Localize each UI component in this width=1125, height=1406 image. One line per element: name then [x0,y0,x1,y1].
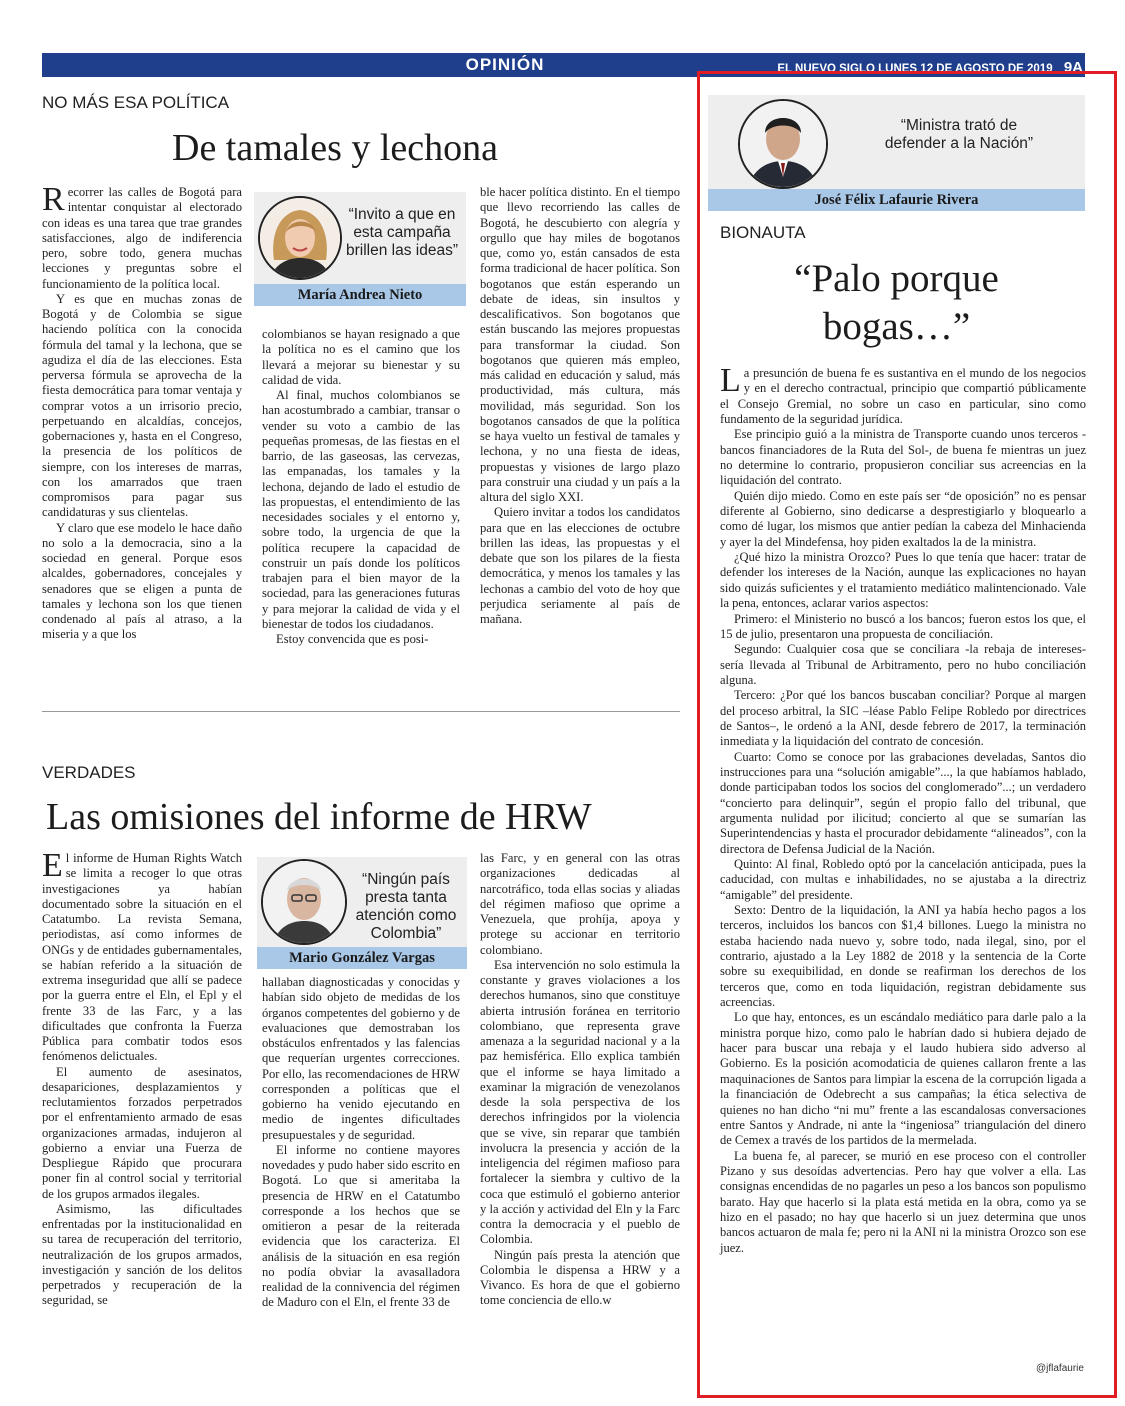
section-divider [42,711,680,712]
paragraph: colombianos se hayan resignado a que la política no es el camino que los llevará a mejorar su bienestar y su calidad de vida. [262,327,460,387]
paragraph: El aumento de asesinatos, desapariciones, desplazamientos y reclutamientos forzados perpetrados por el enfrentamiento armado de esas organizaciones armadas, indujeron al gobierno a enviar una Fuerza de Despliegue Rápido que procurara poner fin al control social y territorial de los grupos armados ilegales. [42,1064,242,1201]
dropcap: R [42,181,65,218]
article3-title-line1: “Palo porque [794,257,999,300]
paragraph: Estoy convencida que es posi- [276,632,429,646]
paragraph: Primero: el Ministerio no buscó a los bancos; fueron estos los que, el 15 de julio, presentaron una propuesta de conciliación. [720,611,1086,641]
dropcap: L [720,362,741,399]
paragraph: Asimismo, las dificultades enfrentadas por la institucionalidad en su tarea de recuperación del territorio, neutralización de los grupos armados, investigación y sanción de los delitos perpetrados y recuperación de la seguridad, se [42,1201,242,1308]
paragraph: Sexto: Dentro de la liquidación, la ANI ya había hecho pagos a los terceros, incluidos los bancos con $1,4 billones. Luego la ministra no estaba haciendo nada nuevo y, sobre todo, nada ilegal, sino, por el contrario, ajustado a la Ley 1882 de 2018 y la sentencia de la Corte sobre su exequibilidad, en donde se reafirman los derechos de los terceros que, como en toda liquidación, registran debidamente sus acreencias. [720,903,1086,1010]
paragraph: Quinto: Al final, Robledo optó por la cancelación anticipada, pues la caducidad, con multas e inhabilidades, no se ajustaba a la directriz “amigable” del presidente. [720,857,1086,902]
portrait-icon-maria-andrea-nieto [258,196,342,280]
paragraph: Quiero invitar a todos los candidatos para que en las elecciones de octubre brillen las ideas, las propuestas y el debate que son los pilares de la fiesta democrática, y menos los tamales y las lechonas a cambio del voto de hoy que perjudica seriamente al país de mañana. [480,505,680,626]
article1-quote: “Invito a que en esta campaña brillen las ideas” [346,206,458,259]
paragraph: La presunción de buena fe es sustantiva en el mundo de los negocios y en el derecho contractual, principio que compartió públicamente el Consejo Gremial, no sobre un caso en particular, sino como fundamento de la seguridad jurídica. [720,362,1086,427]
article2-kicker: VERDADES [42,763,136,782]
portrait-icon-jose-felix-lafaurie [738,99,828,189]
paragraph: La buena fe, al parecer, se murió en ese proceso con el controller Pizano y sus desoídas advertencias. Pero hay que volver a ella. Las consignas encendidas de no pagarles un peso a los bancos son populismo barato. Hay que hacerlo si la plata está metida en la obra, como ya se hizo en el pasado; no hay que hacerlo si un juez determina que unos bancos actuaron de mala fe; pero ni la ANI ni la ministra Orozco son ese juez. [720,1148,1086,1255]
paragraph: Esa intervención no solo estimula la constante y graves violaciones a los derechos humanos, sino que constituye abierta intrusión foránea en territorio colombiano, que representa grave amenaza a la seguridad nacional y a la paz hemisférica. Ello explica también que el informe se haya limitado a examinar la migración de venezolanos desde la sola perspectiva de los derechos infringidos por la violencia que se vive, sin reparar que también involucra la presencia y acción de la inteligencia del régimen mafioso para fortalecer la siembra y cultivo de la coca que estimuló el gobierno anterior y la acción y actividad del Eln y la Farc contra la democracia y el pueblo de Colombia. [480,957,680,1247]
article2-quote: “Ningún país presta tanta atención como Colombia” [355,871,457,942]
paragraph: Cuarto: Como se conoce por las grabaciones develadas, Santos dio instrucciones para una “solución amigable”..., la que habíamos hablado, donde participaban todos los socios del conglomerado”...; un verdadero “concierto para delinquir”, según el propio fallo del tribunal, que argumenta nulidad por ilicitud; concierto al que se sumarían las Superintendencias y hasta el procurador debidamente “alineados”, con la directora de Defensa Judicial de la Nación. [720,749,1086,856]
section-title: OPINIÓN [465,55,545,74]
issue-date: LUNES 12 DE AGOSTO DE 2019 [878,63,1053,75]
article3-title-line2: bogas…” [822,305,971,348]
article2-column-2 [262,975,460,1311]
paragraph: ¿Qué hizo la ministra Orozco? Pues lo que tenía que hacer: tratar de defender los intereses de la Nación, aunque las explicaciones no hayan sido quizás suficientes y el tratamiento mediático malintencionado. Vale la pena, entonces, aclarar varios aspectos: [720,550,1086,611]
article2-title: Las omisiones del informe de HRW [46,796,592,838]
article3-body [720,362,1086,1256]
paragraph: hallaban diagnosticadas y conocidas y habían sido objeto de medidas de los órganos competentes del gobierno y de evaluaciones que demostraban los obstáculos enfrentados y las falencias que requerían urgentes correcciones. Por ello, las recomendaciones de HRW corresponden a políticas que el gobierno ha venido ejecutando en medio de ingentes dificultades presupuestales y de seguridad. [262,975,460,1142]
article2-quote-box [257,857,467,969]
article2-column-1 [42,847,242,1309]
article1-title: De tamales y lechona [172,127,499,169]
paper-name: EL NUEVO SIGLO [777,63,875,75]
paragraph: Al final, muchos colombianos se han acostumbrado a cambiar, transar o vender su voto a cambio de las pequeñas promesas, de las fiestas en el barrio, de las gaseosas, las cervezas, las empanadas, los tamales y la lechona, dejando de lado el estudio de las propuestas, el entendimiento de las necesidades sociales y el entorno y, sobre todo, la urgencia de que la política recupere la capacidad de construir un país donde los políticos trabajen para el bien mayor de la sociedad, para las generaciones futuras y para mejorar la calidad de vida y el bienestar de todos los ciudadanos. [262,388,460,631]
article1-column-3 [480,185,680,627]
article2-author: Mario González Vargas [257,947,467,969]
paragraph: Ningún país presta la atención que Colombia le dispensa a HRW y a Vivanco. Es hora de que el gobierno tome conciencia de ello.w [480,1247,680,1308]
article3-kicker: BIONAUTA [720,223,806,242]
paragraph: Y es que en muchas zonas de Bogotá y de Colombia se sigue haciendo política con la conocida fórmula del tamal y la lechona, que se agudiza el día de las elecciones. Esta perversa fórmula se aprovecha de la fiesta democrática para tomar ventaja y comprar votos a un irrisorio precio, perpetuando en alcaldías, concejos, gobernaciones y, hasta en el Congreso, la presencia de los políticos de siempre, con los intereses de marras, con los amarrados que traen compromisos para pagar sus candidaturas y sus clientelas. [42,291,242,520]
paragraph: Y claro que ese modelo le hace daño no solo a la democracia, sino a la sociedad en general. Porque esos alcaldes, gobernadores, concejales y senadores que se eligen a punta de tamales y lechona son los que tienen condenado al país al atraso, a la miseria y a que los [42,520,242,642]
paragraph: Ese principio guió a la ministra de Transporte cuando unos terceros -bancos financiadores de la Ruta del Sol-, de buena fe mientras un juez no determine lo contrario, propusieron conciliar sus acreencias en la liquidación del contrato. [720,427,1086,488]
paragraph: Segundo: Cualquier cosa que se conciliara -la rebaja de intereses- sería llevada al Tribunal de Arbitramento, pero no hubo conciliación alguna. [720,642,1086,687]
article1-column-2 [262,327,460,647]
article1-kicker: NO MÁS ESA POLÍTICA [42,93,230,112]
portrait-icon-mario-gonzalez-vargas [261,859,347,945]
article2-column-3 [480,851,680,1309]
paragraph: ble hacer política distinto. En el tiempo que llevo recorriendo las calles de Bogotá, he descubierto con alegría y orgullo que hay miles de bogotanos que, como yo, están cansados de esta forma tradicional de hacer política. Son bogotanos que están esperando un debate de ideas, sin insultos y descalificativos. Son bogotanos que están buscando las mejores propuestas para transformar la ciudad. Son bogotanos que quieren más empleo, más calidad en educación y salud, más productividad, más cultura, más movilidad, más seguridad. Son los bogotanos cansados de que la política se haya vuelto un festival de tamales y lechona, y no una fiesta de ideas, propuestas y visiones de largo plazo para construir una ciudad y un país a la altura del siglo XXI. [480,185,680,504]
article3-author: José Félix Lafaurie Rivera [708,189,1085,211]
paragraph: Recorrer las calles de Bogotá para intentar conquistar al electorado con ideas es una tarea que trae grandes satisfacciones, algo de indiferencia pero, sobre todo, genera muchas lecciones y preguntas sobre el funcionamiento de la política local. [42,181,242,291]
paragraph: Tercero: ¿Por qué los bancos buscaban conciliar? Porque al margen del proceso arbitral, la SIC –léase Pablo Felipe Robledo por directrices de Santos–, le ordenó a la ANI, desde febrero de 2017, la terminación inmediata y la liquidación del contrato de concesión. [720,688,1086,749]
article1-author: María Andrea Nieto [254,284,466,306]
paragraph: las Farc, y en general con las otras organizaciones dedicadas al narcotráfico, toda ellas socias y aliadas del régimen mafioso que oprime a Venezuela, que prohíja, apoya y protege su accionar en territorio colombiano. [480,851,680,957]
paragraph: Lo que hay, entonces, es un escándalo mediático para darle palo a la ministra porque hizo, como palo le habrían dado si hubiera dejado de hacer para buscar una rebaja y el laudo hubiera sido adverso al Gobierno. Es la posición acomodaticia de quienes callaron frente a las maquinaciones de Santos para limpiar la escena de la corrupción ligada a la financiación de Odebrecht a sus campañas; la ética selectiva de quienes no han dicho “ni mu” frente a las escandalosas conversaciones entre Santos y Andrade, ni ante la “ingeniosa” triangulación del dinero de Cemex a través de los partidos de la mermelada. [720,1010,1086,1148]
paragraph: El informe de Human Rights Watch se limita a recoger lo que otras investigaciones ya habían documentado sobre la situación en el Catatumbo. La revista Semana, periodistas, así como informes de ONGs y de entidades gubernamentales, se habían referido a la situación de extrema inseguridad que allí se padece por la guerra entre el Eln, el Epl y el frente 33 de las Farc, y a las dificultades que confronta la Fuerza Pública para combatir todos esos fenómenos delictuales. [42,847,242,1064]
article3-quote: “Ministra trató de defender a la Nación” [884,117,1034,152]
page-number: 9A [1063,59,1083,76]
author-handle: @jflafaurie [1036,1363,1084,1374]
article1-quote-box [254,192,466,306]
dropcap: E [42,847,63,884]
article3-quote-box [708,95,1085,211]
paragraph: El informe no contiene mayores novedades y pudo haber sido escrito en Bogotá. Lo que si ameritaba la presencia de HRW en el Catatumbo corresponde a los hechos que se omitieron a pesar de la reiterada evidencia que los caracteriza. El análisis de la situación en esa región no podía obviar la avasalladora realidad de la connivencia del régimen de Maduro con el Eln, el frente 33 de [262,1142,460,1310]
paragraph: Quién dijo miedo. Como en este país ser “de oposición” no es pensar diferente al Gobierno, sino dedicarse a desprestigiarlo y bloquearlo a como dé lugar, los mismos que antier pedían la cabeza del Minhacienda y ayer la del Mindefensa, hoy piden exaltados la de la ministra. [720,488,1086,549]
article1-column-1 [42,181,242,643]
